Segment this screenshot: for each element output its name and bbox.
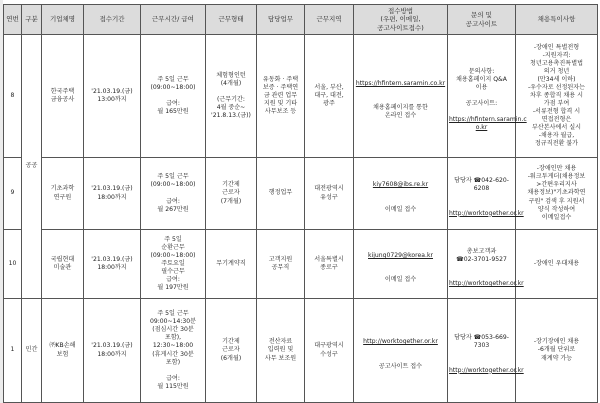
work-type: 체험형인턴 (4개월) (근무기간: 4월 중순~ '21.8.13.(금))	[206, 35, 257, 158]
location: 대전광역시 유성구	[305, 158, 354, 230]
apply-cell	[354, 230, 448, 299]
recruit-notes: -장기장애인 채용 -6개월 단위로 재계약 가능	[516, 299, 598, 403]
table-row	[4, 230, 598, 299]
hours-pay: 주 5일 순환근무 (09:00~18:00) 주토요일 필수근무 급여: 월 197만원	[141, 230, 206, 299]
company-name: 기초과학 연구원	[42, 158, 84, 230]
inquiry-cell	[448, 230, 524, 299]
apply-cell	[354, 158, 448, 230]
inquiry-cell	[448, 35, 527, 158]
apply-cell	[354, 299, 448, 403]
apply-method-text: 이메일 접수	[384, 276, 417, 284]
header-no: 연번	[4, 5, 22, 35]
header-company: 기업체명	[42, 5, 84, 35]
table-header	[4, 5, 598, 35]
duty: 고객지원 공무직	[257, 230, 305, 299]
application-period: '21.03.19.(금) 18:00까지	[84, 230, 141, 299]
duty: 유동화 · 주택 보증 · 주택연 금 관련 업무 지원 및 기타 사무보조 등	[257, 35, 305, 158]
inquiry-link[interactable]: https://hfintern.saramin.c o.kr	[449, 116, 527, 132]
header-period: 접수기간	[84, 5, 141, 35]
apply-link[interactable]: https://hfintern.saramin.co.kr	[355, 79, 446, 87]
header-duty: 담당업무	[257, 5, 305, 35]
category-public: 공공	[22, 35, 42, 299]
recruit-notes: -장애인 특별전형 -지원자격: 청년고용촉진특별법 의거 청년 (만34세 이하) -우수자로 선정된자는 차후 종합직 채용 시 가점 부여 -서류전형 합격 시 면접전형은 부산본사에서 실시 -채용자 월급, 정규직전환 불가	[516, 35, 598, 158]
work-type: 기간제 근로자 (7개월)	[206, 158, 257, 230]
recruit-notes: -장애인만 채용 -워크투게더(채용정보 >간편우리지사 채용정보)"기초과학연 구원" 검색 후 지원서 양식 작성하여 이메일접수	[516, 158, 598, 230]
hours-pay: 주 5일 근무 (09:00~18:00) 급여: 월 267만원	[141, 158, 206, 230]
header-inquiry: 문의 및 공고사이트	[448, 5, 516, 35]
apply-cell	[354, 35, 448, 158]
table-row	[4, 299, 598, 403]
header-hours-pay: 근무시간/ 급여	[141, 5, 206, 35]
work-type: 무기계약직	[206, 230, 257, 299]
table-row	[4, 158, 598, 230]
apply-link[interactable]: http://worktogether.or.kr	[363, 338, 438, 346]
location: 대구광역시 수성구	[305, 299, 354, 403]
duty: 전산자료 입력원 및 사무 보조원	[257, 299, 305, 403]
location: 서울, 부산, 대구, 대전, 광주	[305, 35, 354, 158]
inquiry-cell	[448, 158, 524, 230]
row-no: 1	[4, 299, 22, 403]
category-private: 민간	[22, 299, 42, 403]
row-no: 9	[4, 158, 22, 230]
table-row	[4, 35, 598, 158]
inquiry-link[interactable]: http://worktogether.or.kr	[449, 280, 524, 288]
recruit-notes: -장애인 우대채용	[516, 230, 598, 299]
company-name: ㈜KB손해 보험	[42, 299, 84, 403]
header-notes: 채용특이사항	[516, 5, 598, 35]
header-apply-method: 접수방법 (우편, 이메일, 공고사이트접수)	[354, 5, 448, 35]
hours-pay: 주 5일 근무 09:00~14:30분 (점심시간 30분 포함), 12:30~18:00 (휴게시간 30분 포함) 급여: 월 115만원	[141, 299, 206, 403]
header-work-type: 근무형태	[206, 5, 257, 35]
apply-method-text: 공고사이트 접수	[378, 362, 423, 370]
hours-pay: 주 5일 근무 (09:00~18:00) 급여: 월 165만원	[141, 35, 206, 158]
application-period: '21.03.19.(금) 13:00까지	[84, 35, 141, 158]
application-period: '21.03.19.(금) 18:00까지	[84, 158, 141, 230]
apply-email-link[interactable]: kijung0729@korea.kr	[368, 251, 433, 259]
company-name: 국립현대 미술관	[42, 230, 84, 299]
apply-email-link[interactable]: kiy7608@ibs.re.kr	[372, 181, 429, 189]
inquiry-cell	[448, 299, 524, 403]
location: 서울특별시 종로구	[305, 230, 354, 299]
application-period: '21.03.19.(금) 18:00까지	[84, 299, 141, 403]
inquiry-link[interactable]: http://worktogether.or.kr	[449, 366, 524, 374]
inquiry-link[interactable]: http://worktogether.or.kr	[449, 209, 524, 217]
header-category: 구분	[22, 5, 42, 35]
row-no: 10	[4, 230, 22, 299]
inquiry-text: 문의사항: 채용홈페이지 Q&A 이용 공고사이트:	[456, 67, 507, 108]
company-name: 한국주택 금융공사	[42, 35, 84, 158]
row-no: 8	[4, 35, 22, 158]
inquiry-text: 담당자 ☎053-669-7303	[454, 334, 509, 350]
inquiry-text: 담당자 ☎042-620-6208	[454, 177, 509, 193]
work-type: 기간제 근로자 (6개월)	[206, 299, 257, 403]
duty: 행정업무	[257, 158, 305, 230]
apply-method-text: 이메일 접수	[384, 205, 417, 213]
apply-method-text: 채용홈페이지를 통한 온라인 접수	[373, 104, 428, 120]
job-listing-table	[3, 4, 598, 403]
header-location: 근무지역	[305, 5, 354, 35]
inquiry-text: 총보고객과 ☎02-3701-9527	[456, 247, 507, 263]
